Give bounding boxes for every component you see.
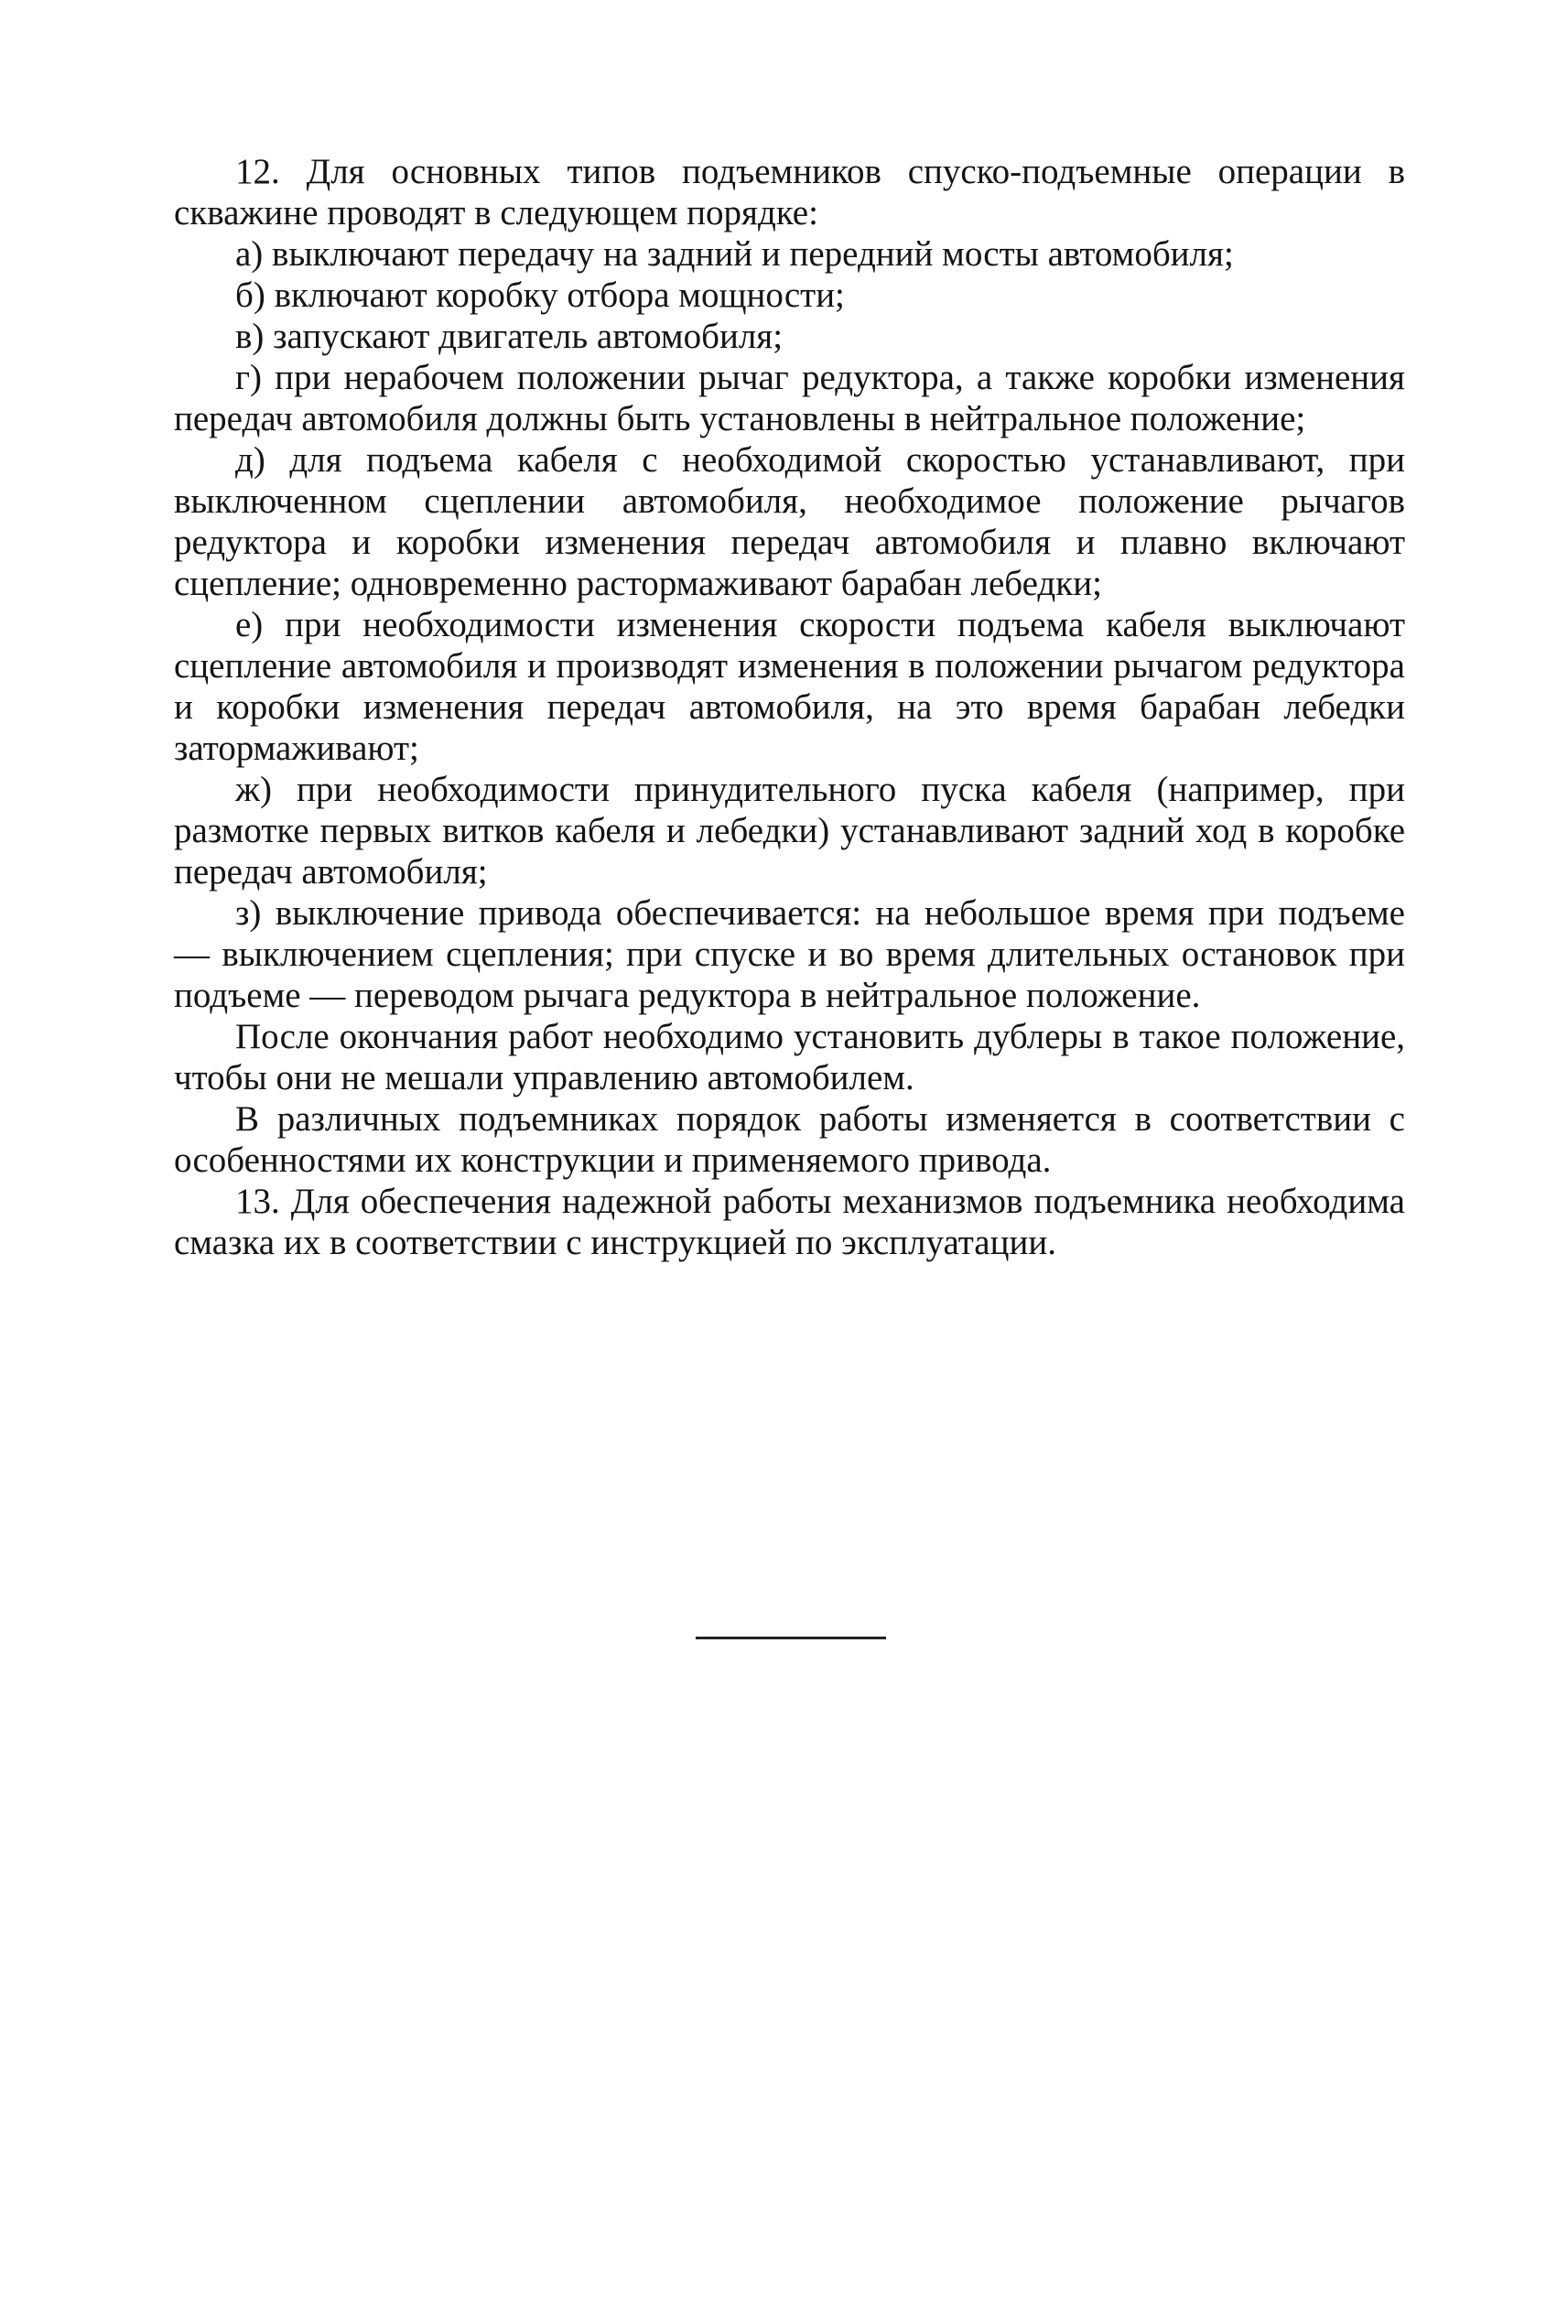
list-item-b: б) включают коробку отбора мощности; <box>235 276 845 315</box>
paragraph-after-work: После окончания работ необходимо установить дублеры в такое положение, чтобы они не мешали управлению автомобилем. <box>174 1017 1405 1097</box>
list-item-e: е) при необходимости изменения скорости подъема кабеля выключают сцепление автомобиля и производят изменения в положении рычагом редуктора и коробки изменения передач автомобиля, на это время барабан лебедки затормаживают; <box>174 605 1405 768</box>
document-body <box>174 151 1405 1263</box>
list-item-g: г) при нерабочем положении рычаг редуктора, а также коробки изменения передач автомобиля должны быть установлены в нейтральное положение; <box>174 358 1405 438</box>
list-item-z: з) выключение привода обеспечивается: на небольшое время при подъеме — выключением сцепления; при спуске и во время длительных остановок при подъеме — переводом рычага редуктора в нейтральное положение. <box>174 893 1405 1015</box>
paragraph-variations: В различных подъемниках порядок работы изменяется в соответствии с особенностями их конструкции и применяемого привода. <box>174 1099 1405 1180</box>
list-item-v: в) запускают двигатель автомобиля; <box>235 317 784 356</box>
list-item-a: а) выключают передачу на задний и передний мосты автомобиля; <box>235 234 1234 274</box>
paragraph-12-intro: 12. Для основных типов подъемников спуско-подъемные операции в скважине проводят в следующем порядке: <box>174 152 1405 232</box>
end-divider-line <box>696 1637 886 1639</box>
paragraph-13-lubrication: 13. Для обеспечения надежной работы механизмов подъемника необходима смазка их в соответствии с инструкцией по эксплуатации. <box>174 1182 1405 1262</box>
list-item-d: д) для подъема кабеля с необходимой скоростью устанавливают, при выключенном сцеплении автомобиля, необходимое положение рычагов редуктора и коробки изменения передач автомобиля и плавно включают сцепление; одновременно растормаживают барабан лебедки; <box>174 440 1405 603</box>
list-item-zh: ж) при необходимости принудительного пуска кабеля (например, при размотке первых витков кабеля и лебедки) устанавливают задний ход в коробке передач автомобиля; <box>174 770 1405 892</box>
